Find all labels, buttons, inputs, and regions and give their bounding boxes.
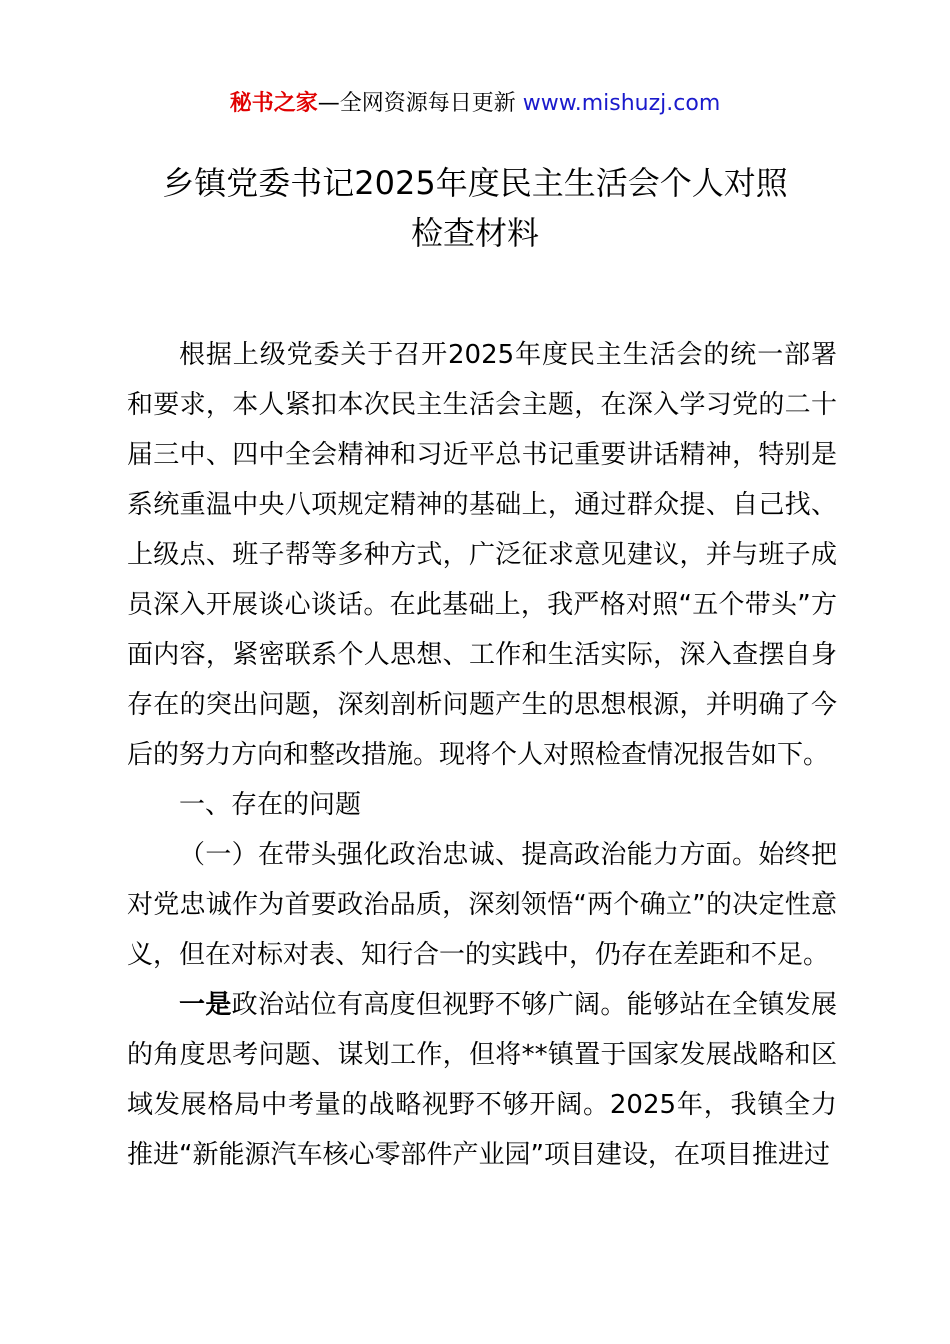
section-heading: 一、存在的问题 [179,790,362,820]
subsection-paragraph: （一）在带头强化政治忠诚、提高政治能力方面。始终把对党忠诚作为首要政治品质，深刻领悟“两个确立”的决定性意义，但在对标对表、知行合一的实践中，仍存在差距和不足。 [127,840,837,970]
point-lead: 一是 [179,990,232,1020]
site-header [0,88,950,120]
title-line-2: 检查材料 [410,214,539,252]
brand-name: 秘书之家 [229,91,318,116]
point-paragraph [127,980,837,1180]
site-tagline: —全网资源每日更新 [317,91,523,116]
title-line-1: 乡镇党委书记2025年度民主生活会个人对照 [162,164,788,202]
point-text: 政治站位有高度但视野不够广阔。能够站在全镇发展的角度思考问题、谋划工作，但将**镇置于国家发展战略和区域发展格局中考量的战略视野不够开阔。2025年，我镇全力推进“新能源汽车核心零部件产业园”项目建设，在项目推进过 [127,990,837,1170]
intro-paragraph: 根据上级党委关于召开2025年度民主生活会的统一部署和要求，本人紧扣本次民主生活会主题，在深入学习党的二十届三中、四中全会精神和习近平总书记重要讲话精神，特别是系统重温中央八项规定精神的基础上，通过群众提、自己找、上级点、班子帮等多种方式，广泛征求意见建议，并与班子成员深入开展谈心谈话。在此基础上，我严格对照“五个带头”方面内容，紧密联系个人思想、工作和生活实际，深入查摆自身存在的突出问题，深刻剖析问题产生的思想根源，并明确了今后的努力方向和整改措施。现将个人对照检查情况报告如下。 [127,340,837,770]
document-body [127,330,837,1180]
document-title [110,158,840,258]
site-url[interactable]: www.mishuzj.com [522,91,721,116]
